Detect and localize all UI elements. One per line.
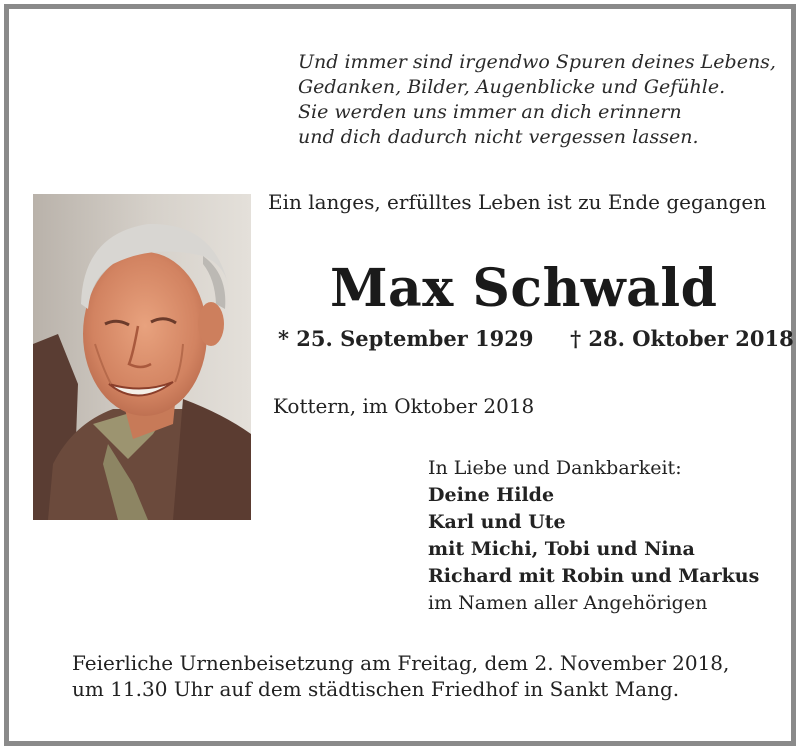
mourner-name: Deine Hilde — [428, 484, 555, 506]
poem-line: Sie werden uns immer an dich erinnern — [298, 101, 682, 123]
death-date: † 28. Oktober 2018 — [570, 326, 794, 351]
funeral-info — [72, 650, 729, 702]
deceased-name: Max Schwald — [330, 258, 718, 319]
poem-line: Und immer sind irgendwo Spuren deines Lebens, — [298, 51, 776, 73]
life-dates — [278, 326, 794, 351]
funeral-line-2: um 11.30 Uhr auf dem städtischen Friedhof in Sankt Mang. — [72, 677, 680, 701]
portrait-image — [33, 194, 251, 520]
poem-line: und dich dadurch nicht vergessen lassen. — [298, 126, 699, 148]
portrait-photo — [33, 194, 251, 520]
poem — [298, 50, 778, 150]
mourner-name: Richard mit Robin und Markus — [428, 565, 760, 587]
place-date: Kottern, im Oktober 2018 — [273, 394, 535, 418]
birth-date: * 25. September 1929 — [278, 326, 534, 351]
mourner-name: mit Michi, Tobi und Nina — [428, 538, 695, 560]
intro-line: Ein langes, erfülltes Leben ist zu Ende gegangen — [268, 190, 767, 214]
signature-heading: In Liebe und Dankbarkeit: — [428, 457, 682, 479]
signature-block — [428, 455, 759, 617]
signature-closing: im Namen aller Angehörigen — [428, 592, 708, 614]
funeral-line-1: Feierliche Urnenbeisetzung am Freitag, dem 2. November 2018, — [72, 651, 730, 675]
poem-line: Gedanken, Bilder, Augenblicke und Gefühle. — [298, 76, 726, 98]
mourner-name: Karl und Ute — [428, 511, 566, 533]
